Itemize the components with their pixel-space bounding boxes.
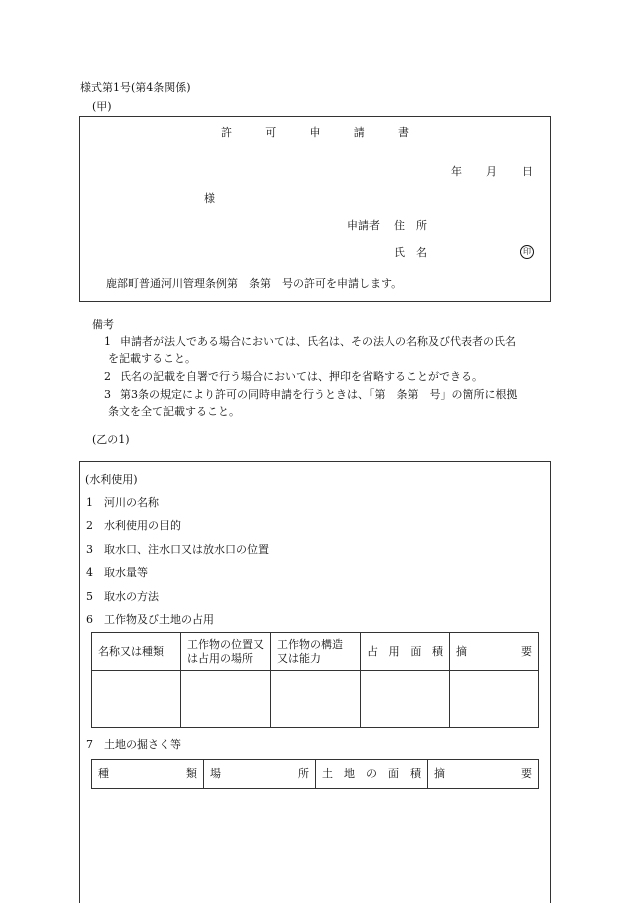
header-cell: 占 用 面 積 <box>361 633 450 671</box>
section-a-label: (甲) <box>92 100 112 113</box>
seal-mark: 印 <box>520 245 534 259</box>
header-cell: 名称又は種類 <box>92 633 181 671</box>
table-header-row <box>92 633 539 671</box>
occupancy-table <box>91 632 539 728</box>
section-b-label: (乙の1) <box>92 433 130 446</box>
item-number: 6 <box>86 613 93 626</box>
item-intake-location: 取水口、注水口又は放水口の位置 <box>104 543 269 556</box>
title-char: 申 <box>309 126 321 139</box>
name-label: 氏 名 <box>394 246 427 259</box>
item-intake-amount: 取水量等 <box>104 566 148 579</box>
addressee-suffix: 様 <box>204 192 215 205</box>
form-title <box>221 127 409 138</box>
form-label: 様式第1号(第4条関係) <box>80 81 191 94</box>
application-statement: 鹿部町普通河川管理条例第 条第 号の許可を申請します。 <box>106 277 403 290</box>
table-cell[interactable] <box>92 671 181 728</box>
note-text: 申請者が法人である場合においては、氏名は、その法人の名称及び代表者の氏名 <box>120 335 516 348</box>
applicant-label: 申請者 <box>347 219 380 232</box>
item-number: 7 <box>86 738 93 751</box>
item-structure-occupancy: 工作物及び土地の占用 <box>104 613 214 626</box>
item-number: 4 <box>86 566 93 579</box>
title-char: 請 <box>353 126 365 139</box>
excavation-table <box>91 759 539 789</box>
header-cell: 土 地 の 面 積 <box>316 760 428 789</box>
table-cell[interactable] <box>181 671 271 728</box>
note-text-continued: 条文を全て記載すること。 <box>108 405 240 418</box>
item-number: 5 <box>86 590 93 603</box>
table-cell[interactable] <box>271 671 361 728</box>
table-row <box>92 671 539 728</box>
header-cell: 工作物の構造 又は能力 <box>271 633 361 671</box>
header-cell: 摘 要 <box>428 760 539 789</box>
date-year: 年 <box>451 165 462 178</box>
title-char: 可 <box>265 126 277 139</box>
header-cell: 種 類 <box>92 760 204 789</box>
title-char: 書 <box>398 126 409 139</box>
item-number: 1 <box>86 496 93 509</box>
title-char: 許 <box>221 126 232 139</box>
note-text: 第3条の規定により許可の同時申請を行うときは、「第 条第 号」の箇所に根拠 <box>120 388 518 401</box>
application-form-box <box>79 116 551 302</box>
item-number: 3 <box>86 543 93 556</box>
table-header-row <box>92 760 539 789</box>
table-cell[interactable] <box>450 671 539 728</box>
item-land-excavation: 土地の掘さく等 <box>104 738 181 751</box>
note-text: 氏名の記載を自署で行う場合においては、押印を省略することができる。 <box>120 370 483 383</box>
note-number: 2 <box>104 370 111 383</box>
address-label: 住 所 <box>394 219 427 232</box>
date-day: 日 <box>522 165 533 178</box>
item-number: 2 <box>86 519 93 532</box>
header-cell: 工作物の位置又 は占用の場所 <box>181 633 271 671</box>
note-number: 3 <box>104 388 111 401</box>
date-month: 月 <box>486 165 497 178</box>
note-number: 1 <box>104 335 111 348</box>
table-cell[interactable] <box>361 671 450 728</box>
item-water-use-purpose: 水利使用の目的 <box>104 519 181 532</box>
item-river-name: 河川の名称 <box>104 496 159 509</box>
category-label: (水利使用) <box>85 473 138 486</box>
note-text-continued: を記載すること。 <box>108 352 196 365</box>
header-cell: 摘 要 <box>450 633 539 671</box>
header-cell: 場 所 <box>204 760 316 789</box>
item-intake-method: 取水の方法 <box>104 590 159 603</box>
notes-heading: 備考 <box>92 318 114 331</box>
